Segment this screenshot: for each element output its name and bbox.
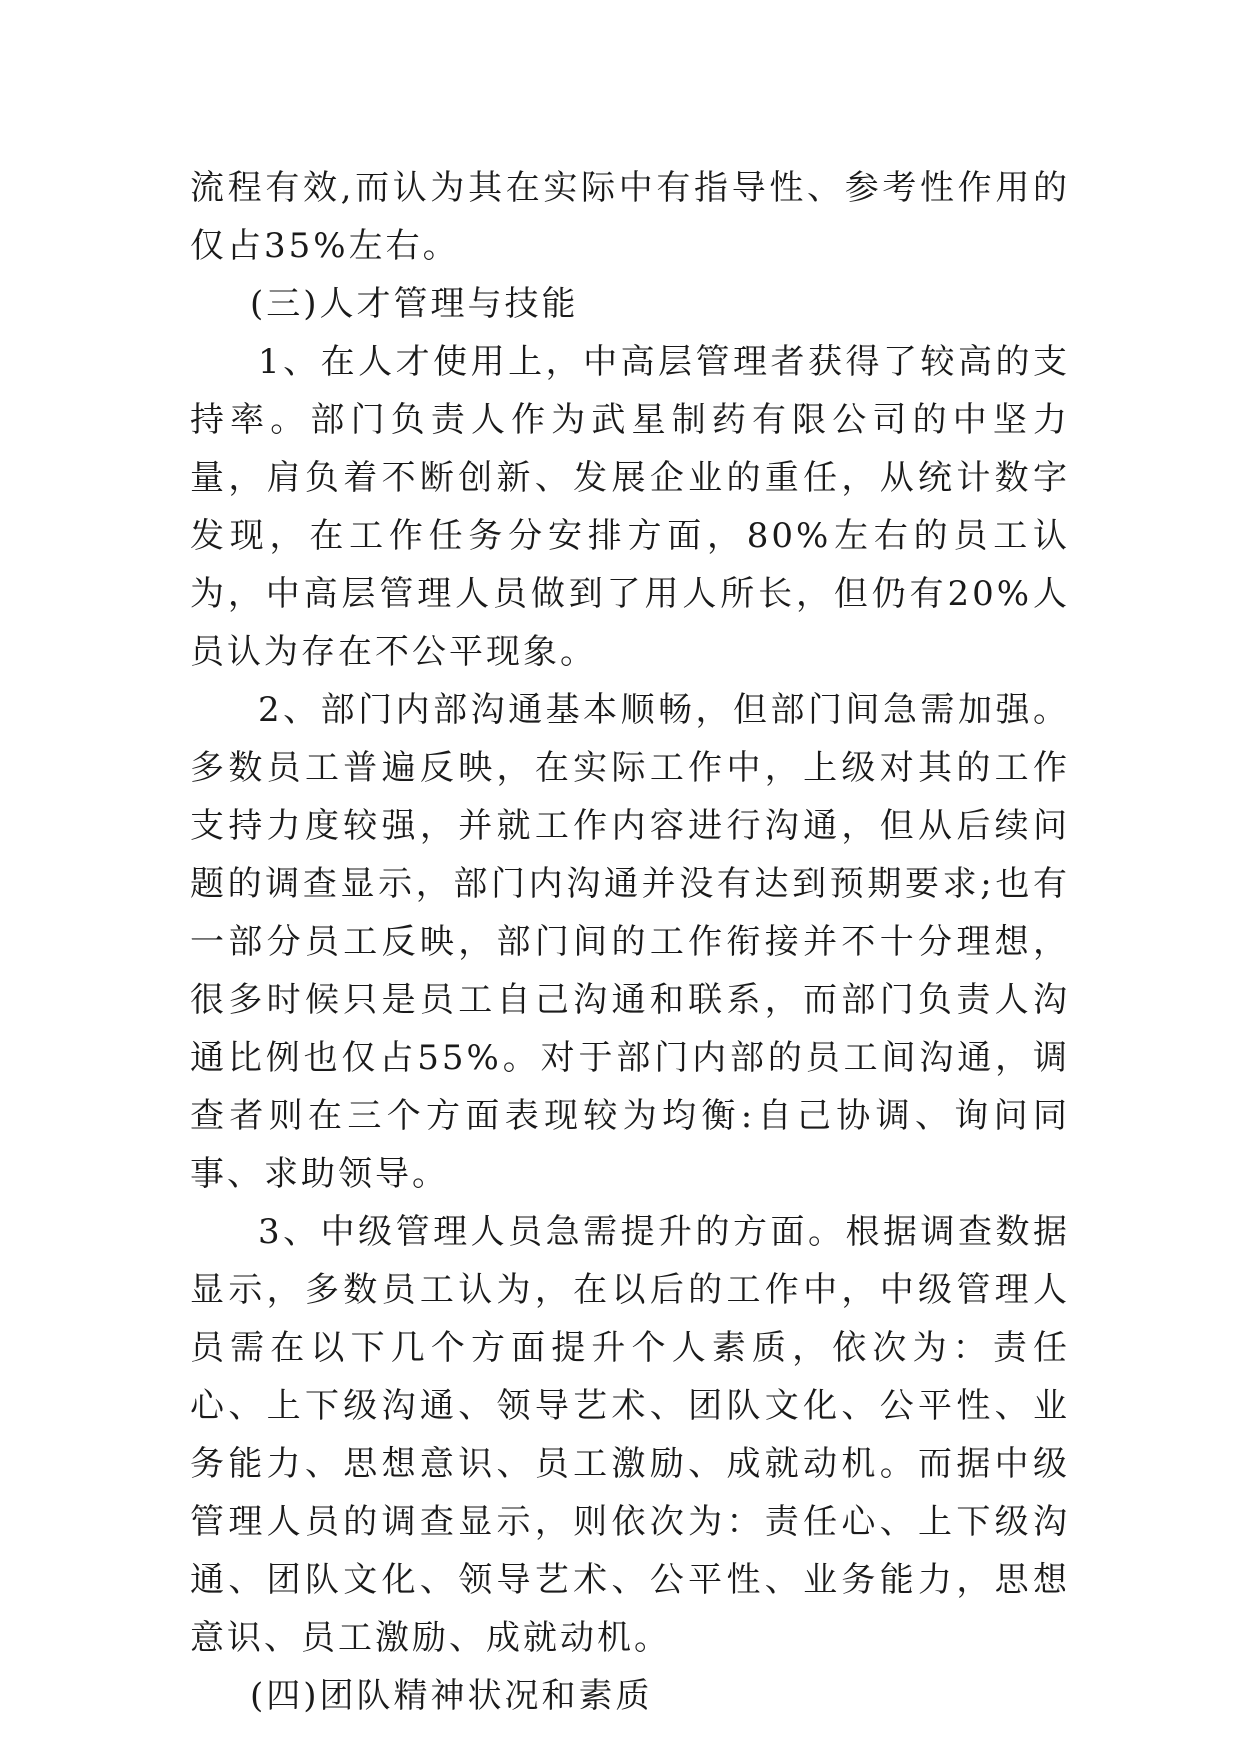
document-body xyxy=(190,159,1070,1725)
paragraph-department-communication: 2、部门内部沟通基本顺畅，但部门间急需加强。多数员工普遍反映，在实际工作中，上级对其的工作支持力度较强，并就工作内容进行沟通，但从后续问题的调查显示，部门内沟通并没有达到预期要求;也有一部分员工反映，部门间的工作衔接并不十分理想，很多时候只是员工自己沟通和联系，而部门负责人沟通比例也仅占55%。对于部门内部的员工间沟通，调查者则在三个方面表现较为均衡:自己协调、询问同事、求助领导。 xyxy=(190,690,1070,1194)
paragraph-continuation: 流程有效,而认为其在实际中有指导性、参考性作用的仅占35%左右。 xyxy=(190,168,1070,266)
section-heading-team-spirit: (四)团队精神状况和素质 xyxy=(250,1676,653,1716)
section-heading-talent-management: (三)人才管理与技能 xyxy=(250,284,579,324)
paragraph-talent-usage: 1、在人才使用上，中高层管理者获得了较高的支持率。部门负责人作为武星制药有限公司的中坚力量，肩负着不断创新、发展企业的重任，从统计数字发现，在工作任务分安排方面，80%左右的员工认为，中高层管理人员做到了用人所长，但仍有20%人员认为存在不公平现象。 xyxy=(190,342,1070,672)
paragraph-middle-manager-improvement: 3、中级管理人员急需提升的方面。根据调查数据显示，多数员工认为，在以后的工作中，中级管理人员需在以下几个方面提升个人素质，依次为：责任心、上下级沟通、领导艺术、团队文化、公平性、业务能力、思想意识、员工激励、成就动机。而据中级管理人员的调查显示，则依次为：责任心、上下级沟通、团队文化、领导艺术、公平性、业务能力，思想意识、员工激励、成就动机。 xyxy=(190,1212,1070,1658)
